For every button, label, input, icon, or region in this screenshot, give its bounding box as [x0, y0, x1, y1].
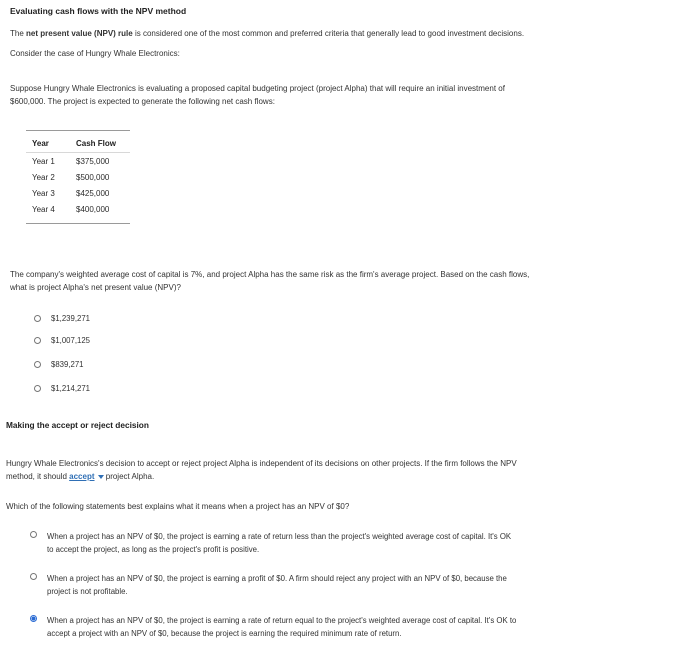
radio-button-selected[interactable]	[30, 615, 37, 622]
npv-rule-term: net present value (NPV) rule	[26, 29, 133, 38]
table-row	[26, 185, 130, 201]
npv-option-4[interactable]: $1,214,271	[34, 384, 90, 393]
statement-option-3[interactable]: When a project has an NPV of $0, the project is earning a rate of return equal to the project's weighted average cost of capital. It's OK to accept a project with an NPV of $0, because the project is earning the required minimum rate of return.	[30, 614, 516, 640]
radio-button[interactable]	[34, 361, 41, 368]
suppose-text-line2: $600,000. The project is expected to generate the following net cash flows:	[10, 97, 275, 106]
statement-option-1[interactable]: When a project has an NPV of $0, the project is earning a rate of return less than the project's weighted average cost of capital. It's OK to accept the project, as long as the project's profit is positive.	[30, 530, 511, 556]
question2-text: Which of the following statements best explains what it means when a project has an NPV of $0?	[6, 502, 350, 511]
radio-button[interactable]	[30, 531, 37, 538]
accept-reject-dropdown[interactable]: accept	[69, 472, 103, 481]
table-row	[26, 201, 130, 217]
year-cell: Year 2	[32, 172, 55, 182]
decision-text-line1: Hungry Whale Electronics's decision to accept or reject project Alpha is independent of its decisions on other projects. If the firm follows the NPV	[6, 459, 517, 468]
cash-cell: $425,000	[76, 188, 110, 198]
cash-cell: $400,000	[76, 204, 110, 214]
year-cell: Year 1	[32, 156, 55, 166]
radio-button[interactable]	[34, 337, 41, 344]
table-row	[26, 169, 130, 185]
radio-button[interactable]	[34, 385, 41, 392]
npv-option-3[interactable]: $839,271	[34, 360, 84, 369]
cash-cell: $500,000	[76, 172, 110, 182]
table-row	[26, 153, 130, 169]
table-header	[26, 131, 130, 150]
year-header: Year	[32, 139, 49, 148]
npv-option-1[interactable]: $1,239,271	[34, 314, 90, 323]
npv-option-2[interactable]: $1,007,125	[34, 336, 90, 345]
cash-flow-table	[26, 130, 130, 224]
year-cell: Year 4	[32, 204, 55, 214]
question1-line1: The company's weighted average cost of capital is 7%, and project Alpha has the same risk as the firm's average project. Based on the cash flows,	[10, 270, 530, 279]
consider-text: Consider the case of Hungry Whale Electronics:	[10, 49, 180, 58]
question1-line2: what is project Alpha's net present value (NPV)?	[10, 283, 181, 292]
cash-flow-header: Cash Flow	[76, 139, 117, 148]
year-cell: Year 3	[32, 188, 55, 198]
radio-button[interactable]	[30, 573, 37, 580]
radio-button[interactable]	[34, 315, 41, 322]
cash-cell: $375,000	[76, 156, 110, 166]
suppose-text-line1: Suppose Hungry Whale Electronics is evaluating a proposed capital budgeting project (project Alpha) that will require an initial investment of	[10, 84, 505, 93]
decision-text-line2: method, it should accept project Alpha.	[6, 472, 155, 481]
section-heading: Making the accept or reject decision	[6, 420, 149, 430]
npv-rule-text: The net present value (NPV) rule is considered one of the most common and preferred criteria that generally lead to good investment decisions.	[10, 29, 525, 38]
statement-option-2[interactable]: When a project has an NPV of $0, the project is earning a profit of $0. A firm should reject any project with an NPV of $0, because the project is not profitable.	[30, 572, 507, 598]
page-title: Evaluating cash flows with the NPV method	[10, 6, 187, 16]
